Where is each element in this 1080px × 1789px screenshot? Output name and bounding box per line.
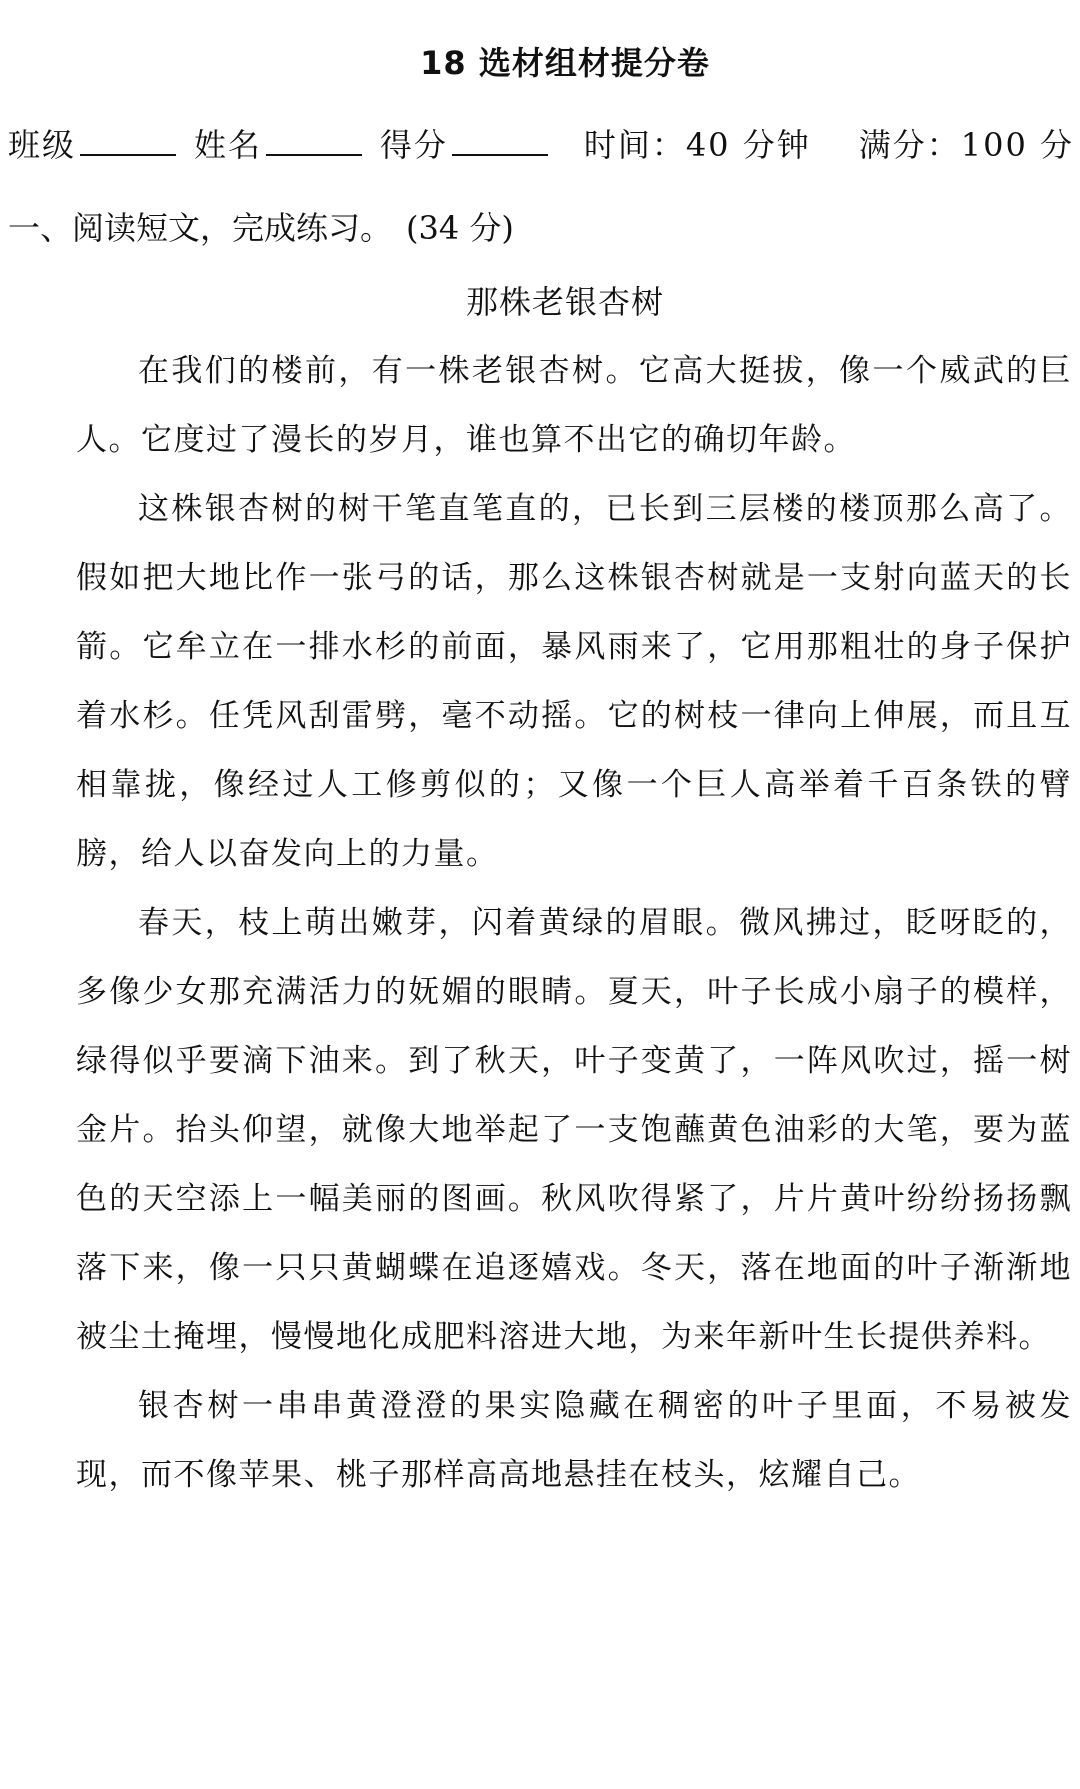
article-body [76, 337, 1072, 1510]
worksheet-title: 18 选材组材提分卷 [420, 44, 710, 82]
class-label: 班级 [8, 126, 77, 164]
name-blank [266, 124, 362, 156]
article-paragraph: 这株银杏树的树干笔直笔直的，已长到三层楼的楼顶那么高了。假如把大地比作一张弓的话，那么这株银杏树就是一支射向蓝天的长箭。它牟立在一排水杉的前面，暴风雨来了，它用那粗壮的身子保护着水杉。任凭风刮雷劈，毫不动摇。它的树枝一律向上伸展，而且互相靠拢，像经过人工修剪似的；又像一个巨人高举着千百条铁的臂膀，给人以奋发向上的力量。 [76, 491, 1072, 872]
full-score: 满分：100 分 [858, 126, 1074, 164]
student-info-row [8, 120, 1074, 166]
article-paragraph: 春天，枝上萌出嫩芽，闪着黄绿的眉眼。微风拂过，眨呀眨的，多像少女那充满活力的妩媚的眼睛。夏天，叶子长成小扇子的模样，绿得似乎要滴下油来。到了秋天，叶子变黄了，一阵风吹过，摇一树金片。抬头仰望，就像大地举起了一支饱蘸黄色油彩的大笔，要为蓝色的天空添上一幅美丽的图画。秋风吹得紧了，片片黄叶纷纷扬扬飘落下来，像一只只黄蝴蝶在追逐嬉戏。冬天，落在地面的叶子渐渐地被尘土掩埋，慢慢地化成肥料溶进大地，为来年新叶生长提供养料。 [76, 905, 1072, 1355]
name-label: 姓名 [193, 126, 262, 164]
article-paragraph: 在我们的楼前，有一株老银杏树。它高大挺拔，像一个威武的巨人。它度过了漫长的岁月，谁也算不出它的确切年龄。 [76, 353, 1072, 458]
score-label: 得分 [379, 126, 448, 164]
section-points: (34 分) [406, 209, 514, 247]
section-heading [8, 203, 514, 249]
section-instruction: 一、阅读短文，完成练习。 [8, 209, 393, 247]
time-limit: 时间：40 分钟 [583, 126, 811, 164]
article-paragraph: 银杏树一串串黄澄澄的果实隐藏在稠密的叶子里面，不易被发现，而不像苹果、桃子那样高高地悬挂在枝头，炫耀自己。 [76, 1388, 1072, 1493]
article-title: 那株老银杏树 [465, 283, 664, 321]
class-blank [80, 124, 176, 156]
score-blank [452, 124, 548, 156]
